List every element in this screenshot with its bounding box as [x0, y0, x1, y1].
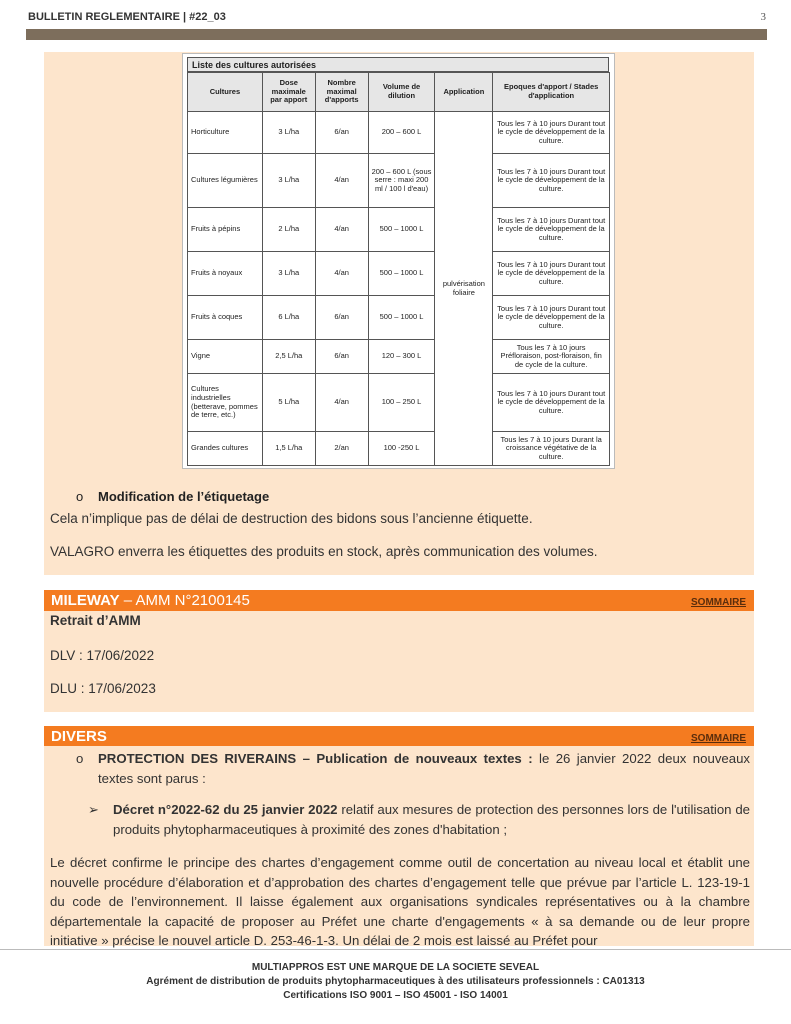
cell-culture: Cultures industrielles (betterave, pommes de terre, etc.): [188, 374, 263, 432]
circle-bullet: o: [76, 489, 84, 504]
header-volume: Volume de dilution: [368, 73, 435, 112]
cell-culture: Horticulture: [188, 112, 263, 154]
cell-culture: Fruits à coques: [188, 296, 263, 340]
header-application: Application: [435, 73, 493, 112]
header-nombre: Nombre maximal d'apports: [315, 73, 368, 112]
cell-nombre: 6/an: [315, 296, 368, 340]
header-epoques: Epoques d'apport / Stades d'application: [493, 73, 610, 112]
divers-name: DIVERS: [51, 728, 107, 745]
cell-culture: Cultures légumières: [188, 154, 263, 208]
cell-epoque: Tous les 7 à 10 jours Durant la croissance végétative de la culture.: [493, 432, 610, 466]
table-row: [188, 112, 610, 154]
cell-dose: 3 L/ha: [262, 252, 315, 296]
footer-line-1: MULTIAPPROS EST UNE MARQUE DE LA SOCIETE SEVEAL: [251, 962, 540, 973]
cell-epoque: Tous les 7 à 10 jours Durant tout le cycle de développement de la culture.: [493, 112, 610, 154]
retrait-amm: Retrait d’AMM: [50, 613, 141, 628]
cell-volume: 100 – 250 L: [368, 374, 435, 432]
arrow-bullet-icon: ➢: [88, 802, 100, 817]
mileway-section-header: [44, 590, 754, 612]
cell-volume: 120 – 300 L: [368, 340, 435, 374]
cell-nombre: 6/an: [315, 112, 368, 154]
table-row: [188, 296, 610, 340]
cell-epoque: Tous les 7 à 10 jours Durant tout le cycle de développement de la culture.: [493, 374, 610, 432]
footer-divider: [0, 949, 791, 950]
riverains-text: le 26 janvier 2022 deux nouveaux textes sont parus :: [98, 751, 751, 786]
cell-dose: 1,5 L/ha: [262, 432, 315, 466]
bulletin-title: BULLETIN REGLEMENTAIRE | #22_03: [28, 11, 226, 23]
divers-section-header: [44, 726, 754, 748]
cell-nombre: 4/an: [315, 154, 368, 208]
decret-text: relatif aux mesures de protection des personnes lors de l'utilisation de produits phytopharmaceutiques à proximité des zones d'habitation ;: [113, 802, 750, 837]
table-row: [188, 208, 610, 252]
decret-paragraph: Le décret confirme le principe des chartes d’engagement comme outil de concertation au niveau local et établit une nouvelle procédure d’élaboration et d’approbation des chartes d’engagement telle que prévue par l’article L. 123-19-1 du code de l’environnement. Il laisse également aux organisations syndicales représentatives ou à la chambre départementale la capacité de proposer au Préfet une charte d'engagements « à sa demande ou de leur propre initiative » précise le nouvel article D. 253-46-1-3. Un délai de 2 mois est laissé au Préfet pour: [50, 855, 750, 948]
decret-sub-bullet: [88, 800, 750, 839]
cell-culture: Vigne: [188, 340, 263, 374]
table-row: [188, 252, 610, 296]
table-row: [188, 340, 610, 374]
cultures-table-image: [182, 53, 615, 469]
header-bar: [26, 29, 767, 40]
mileway-title: [51, 592, 250, 609]
circle-bullet: o: [76, 751, 84, 766]
cell-volume: 200 – 600 L (sous serre : maxi 200 ml / 100 l d'eau): [368, 154, 435, 208]
footer-line-3: Certifications ISO 9001 – ISO 45001 - ISO 14001: [283, 990, 508, 1001]
sommaire-link[interactable]: SOMMAIRE: [691, 733, 746, 744]
cultures-table: [187, 72, 610, 466]
cell-volume: 500 – 1000 L: [368, 296, 435, 340]
cell-nombre: 4/an: [315, 374, 368, 432]
header-cultures: Cultures: [188, 73, 263, 112]
riverains-bullet-item: [76, 749, 750, 788]
table-header-row: [188, 73, 610, 112]
cell-culture: Grandes cultures: [188, 432, 263, 466]
modif-line-2: VALAGRO enverra les étiquettes des produits en stock, après communication des volumes.: [50, 544, 598, 559]
cell-epoque: Tous les 7 à 10 jours Durant tout le cycle de développement de la culture.: [493, 296, 610, 340]
cell-volume: 500 – 1000 L: [368, 252, 435, 296]
dlv-date: DLV : 17/06/2022: [50, 648, 155, 663]
cell-culture: Fruits à noyaux: [188, 252, 263, 296]
sommaire-link[interactable]: SOMMAIRE: [691, 597, 746, 608]
cell-application: pulvérisation foliaire: [435, 112, 493, 466]
cell-nombre: 6/an: [315, 340, 368, 374]
cell-culture: Fruits à pépins: [188, 208, 263, 252]
cell-nombre: 2/an: [315, 432, 368, 466]
modif-line-1: Cela n’implique pas de délai de destruction des bidons sous l’ancienne étiquette.: [50, 511, 533, 526]
table-row: [188, 154, 610, 208]
cell-dose: 5 L/ha: [262, 374, 315, 432]
cell-epoque: Tous les 7 à 10 jours Durant tout le cycle de développement de la culture.: [493, 208, 610, 252]
page-number: 3: [760, 11, 766, 23]
page-header: [28, 11, 766, 25]
header-dose: Dose maximale par apport: [262, 73, 315, 112]
riverains-title: PROTECTION DES RIVERAINS – Publication de nouveaux textes :: [98, 751, 533, 766]
footer-line-2: Agrément de distribution de produits phytopharmaceutiques à des utilisateurs professionnels : CA01313: [146, 976, 645, 987]
cell-dose: 2 L/ha: [262, 208, 315, 252]
cell-dose: 3 L/ha: [262, 112, 315, 154]
cell-nombre: 4/an: [315, 208, 368, 252]
cell-volume: 500 – 1000 L: [368, 208, 435, 252]
table-title: Liste des cultures autorisées: [187, 57, 609, 72]
table-row: [188, 432, 610, 466]
cell-epoque: Tous les 7 à 10 jours Durant tout le cycle de développement de la culture.: [493, 252, 610, 296]
cell-epoque: Tous les 7 à 10 jours Préfloraison, post-floraison, fin de cycle de la culture.: [493, 340, 610, 374]
cell-nombre: 4/an: [315, 252, 368, 296]
cell-dose: 6 L/ha: [262, 296, 315, 340]
cell-volume: 200 – 600 L: [368, 112, 435, 154]
modif-title: Modification de l’étiquetage: [98, 489, 270, 504]
cell-dose: 2,5 L/ha: [262, 340, 315, 374]
modif-bullet-item: [76, 489, 269, 504]
mileway-amm: – AMM N°2100145: [119, 592, 250, 609]
cell-epoque: Tous les 7 à 10 jours Durant tout le cycle de développement de la culture.: [493, 154, 610, 208]
mileway-name: MILEWAY: [51, 592, 120, 609]
cell-volume: 100 -250 L: [368, 432, 435, 466]
table-row: [188, 374, 610, 432]
decret-title: Décret n°2022-62 du 25 janvier 2022: [113, 802, 338, 817]
cell-dose: 3 L/ha: [262, 154, 315, 208]
dlu-date: DLU : 17/06/2023: [50, 681, 156, 696]
divers-title: [51, 728, 107, 745]
